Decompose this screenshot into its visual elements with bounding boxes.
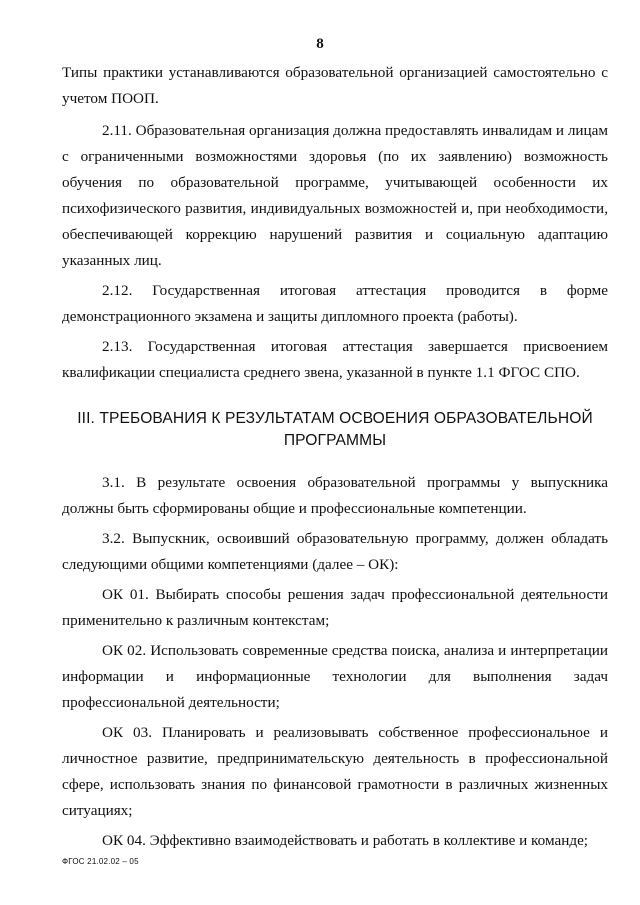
paragraph-2-11: 2.11. Образовательная организация должна предоставлять инвалидам и лицам с ограниченными возможностями здоровья (по их заявлению) возможность обучения по образовательной программе, учитывающей особенности их психофизического развития, индивидуальных возможностей и, при необходимости, обеспечивающей коррекцию нарушений развития и социальную адаптацию указанных лиц. bbox=[62, 122, 608, 269]
footer-document-code: ФГОС 21.02.02 – 05 bbox=[62, 857, 139, 866]
paragraph-practice-types: Типы практики устанавливаются образовательной организацией самостоятельно с учетом ПООП. bbox=[62, 64, 608, 107]
section-heading-line-1: III. ТРЕБОВАНИЯ К РЕЗУЛЬТАТАМ ОСВОЕНИЯ ОБРАЗОВАТЕЛЬНОЙ bbox=[77, 410, 593, 427]
competency-ok-04: ОК 04. Эффективно взаимодействовать и работать в коллективе и команде; bbox=[102, 832, 589, 849]
competency-ok-03: ОК 03. Планировать и реализовывать собственное профессиональное и личностное развитие, предпринимательскую деятельность в профессиональной сфере, использовать знания по финансовой грамотности в различных жизненных ситуациях; bbox=[62, 724, 608, 819]
paragraph-2-12: 2.12. Государственная итоговая аттестация проводится в форме демонстрационного экзамена и защиты дипломного проекта (работы). bbox=[62, 282, 608, 325]
competency-ok-01: ОК 01. Выбирать способы решения задач профессиональной деятельности применительно к различным контекстам; bbox=[62, 586, 608, 629]
section-heading-line-2: ПРОГРАММЫ bbox=[283, 432, 387, 449]
competency-ok-02: ОК 02. Использовать современные средства поиска, анализа и интерпретации информации и информационные технологии для выполнения задач профессиональной деятельности; bbox=[62, 642, 608, 711]
page-number: 8 bbox=[316, 36, 324, 52]
paragraph-3-2: 3.2. Выпускник, освоивший образовательную программу, должен обладать следующими общими компетенциями (далее – ОК): bbox=[62, 530, 608, 573]
paragraph-2-13: 2.13. Государственная итоговая аттестация завершается присвоением квалификации специалиста среднего звена, указанной в пункте 1.1 ФГОС СПО. bbox=[62, 338, 608, 381]
document-body bbox=[62, 60, 608, 858]
paragraph-3-1: 3.1. В результате освоения образовательной программы у выпускника должны быть сформированы общие и профессиональные компетенции. bbox=[62, 474, 608, 517]
section-heading bbox=[62, 408, 608, 452]
